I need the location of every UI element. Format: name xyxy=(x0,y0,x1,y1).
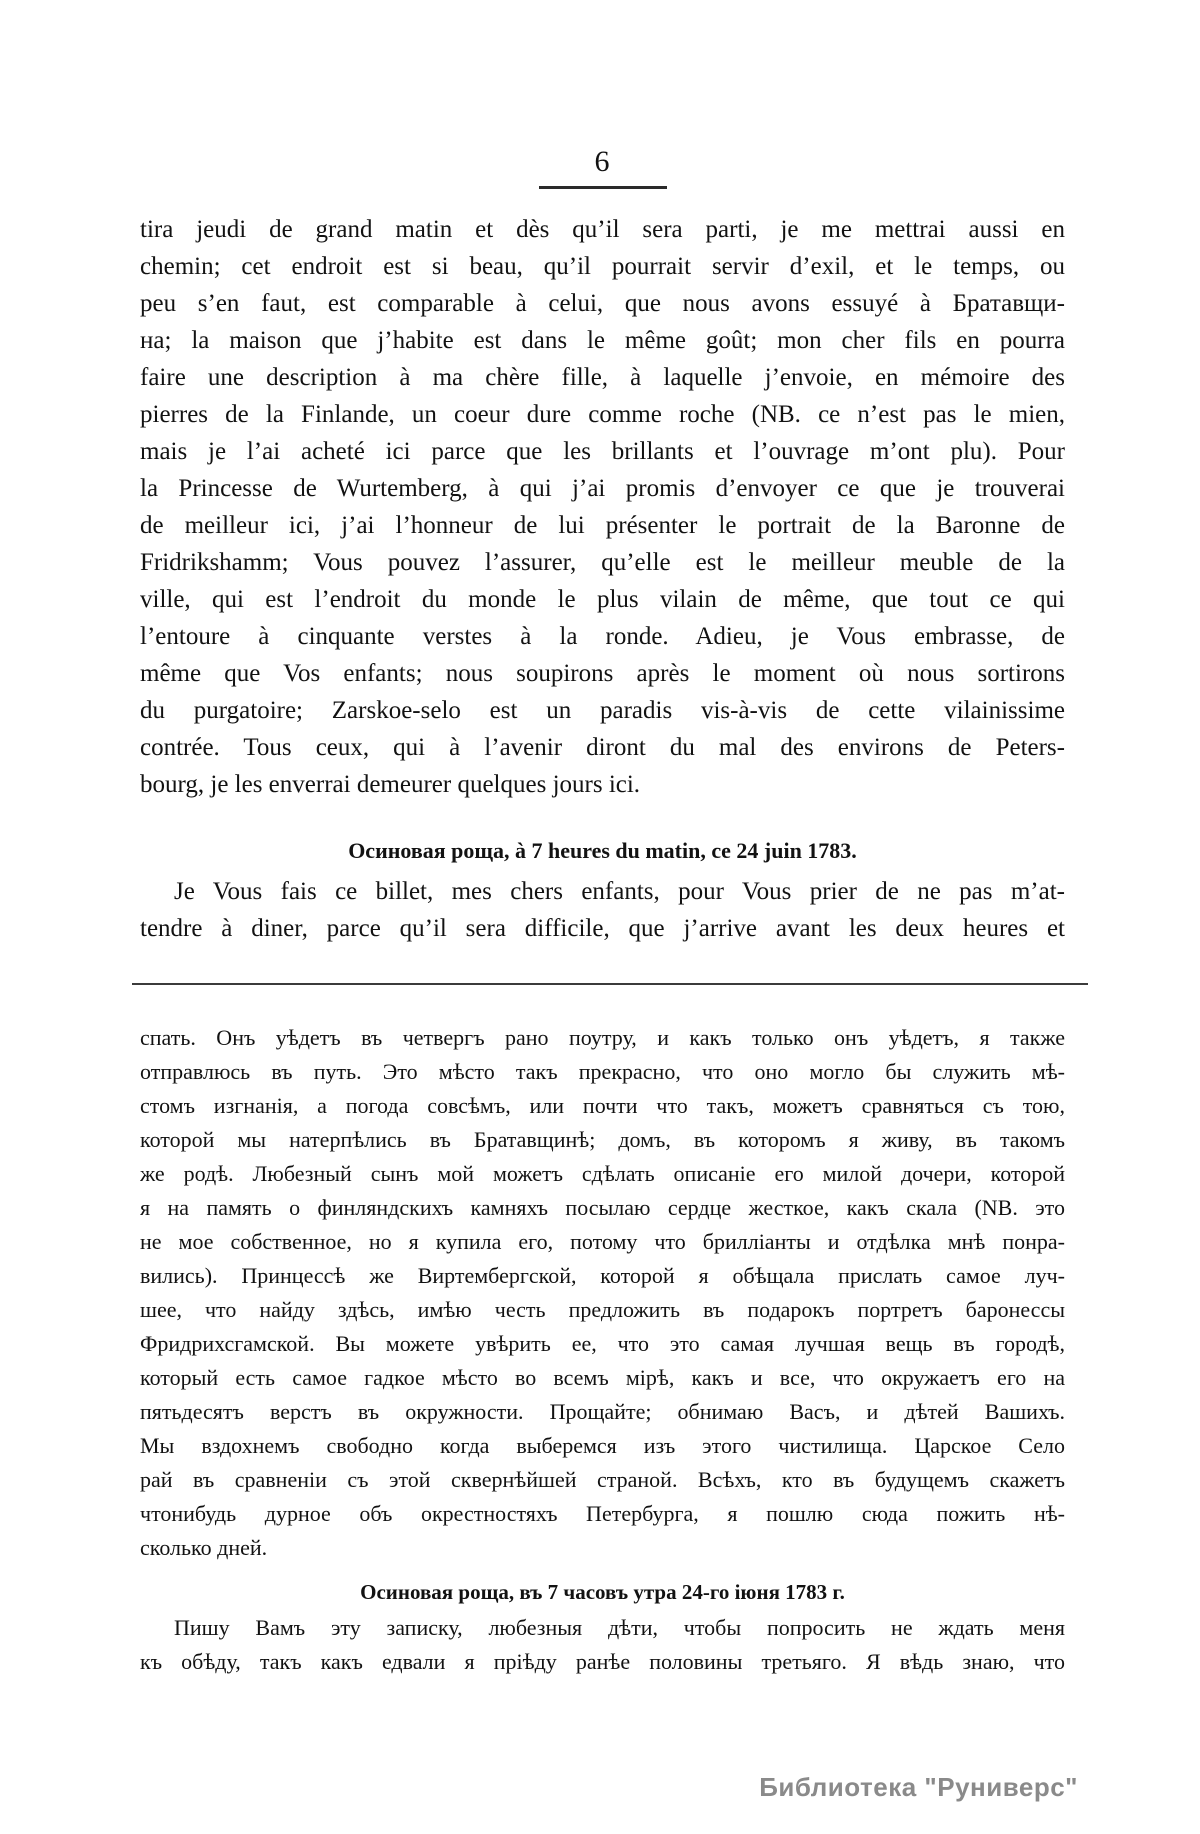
text-line: pierres de la Finlande, un coeur dure comme roche (NB. ce n’est pas le mien, xyxy=(140,401,1065,428)
text-line: чтонибудь дурное объ окрестностяхъ Петербурга, я пошлю сюда пожить нѣ- xyxy=(140,1501,1065,1526)
text-line: de meilleur ici, j’ai l’honneur de lui présenter le portrait de la Baronne de xyxy=(140,512,1065,539)
text-line: ville, qui est l’endroit du monde le plus vilain de même, que tout ce qui xyxy=(140,586,1065,613)
text-line: который есть самое гадкое мѣсто во всемъ мірѣ, какъ и все, что окружаетъ его на xyxy=(140,1365,1065,1390)
text-line: на; la maison que j’habite est dans le même goût; mon cher fils en pourra xyxy=(140,327,1065,354)
text-line: bourg, je les enverrai demeurer quelques jours ici. xyxy=(140,771,641,798)
text-block xyxy=(140,146,1065,1679)
library-watermark: Библиотека "Руниверс" xyxy=(759,1772,1078,1802)
text-line: tira jeudi de grand matin et dès qu’il sera parti, je me mettrai aussi en xyxy=(140,216,1065,243)
text-line: contrée. Tous ceux, qui à l’avenir diront du mal des environs de Peters- xyxy=(140,734,1065,761)
text-line: Пишу Вамъ эту записку, любезныя дѣти, чтобы попросить не ждать меня xyxy=(174,1615,1065,1640)
text-line: peu s’en faut, est comparable à celui, que nous avons essuyé à Братавщи- xyxy=(140,290,1065,317)
text-line: рай въ сравненіи съ этой сквернѣйшей страной. Всѣхъ, кто въ будущемъ скажетъ xyxy=(140,1467,1065,1492)
text-line: стомъ изгнанія, а погода совсѣмъ, или почти что такъ, можетъ сравняться съ тою, xyxy=(140,1093,1065,1118)
text-line: не мое собственное, но я купила его, потому что брилліанты и отдѣлка мнѣ понра- xyxy=(140,1229,1065,1254)
text-line: пятьдесятъ верстъ въ окружности. Прощайте; обнимаю Васъ, и дѣтей Вашихъ. xyxy=(140,1399,1065,1424)
french-dateline: Осиновая роща, à 7 heures du matin, ce 24 juin 1783. xyxy=(348,838,857,863)
text-line: la Princesse de Wurtemberg, à qui j’ai promis d’envoyer ce que je trouverai xyxy=(140,475,1065,502)
russian-paragraph-2 xyxy=(140,1611,1065,1679)
section-divider-rule xyxy=(132,983,1088,985)
text-line: du purgatoire; Zarskoe-selo est un paradis vis-à-vis de cette vilainissime xyxy=(140,697,1065,724)
text-line: l’entoure à cinquante verstes à la ronde. Adieu, je Vous embrasse, de xyxy=(140,623,1065,650)
russian-dateline: Осиновая роща, въ 7 часовъ утра 24-го іюня 1783 г. xyxy=(360,1580,845,1604)
french-paragraph-1 xyxy=(140,211,1065,803)
text-line: вились). Принцессѣ же Виртембергской, которой я обѣщала прислать самое луч- xyxy=(140,1263,1065,1288)
text-line: faire une description à ma chère fille, à laquelle j’envoie, en mémoire des xyxy=(140,364,1065,391)
russian-paragraph-1 xyxy=(140,1021,1065,1565)
text-line: Мы вздохнемъ свободно когда выберемся изъ этого чистилища. Царское Село xyxy=(140,1433,1065,1458)
text-line: я на память о финляндскихъ камняхъ посылаю сердце жесткое, какъ скала (NB. это xyxy=(140,1195,1065,1220)
page-number-rule xyxy=(539,186,667,189)
text-line: шее, что найду здѣсь, имѣю честь предложить въ подарокъ портретъ баронессы xyxy=(140,1297,1065,1322)
text-line: же родѣ. Любезный сынъ мой можетъ сдѣлать описаніе его милой дочери, которой xyxy=(140,1161,1065,1186)
page-number: 6 xyxy=(594,145,611,178)
text-line: Фридрихсгамской. Вы можете увѣрить ее, что это самая лучшая вещь въ городѣ, xyxy=(140,1331,1065,1356)
french-paragraph-2 xyxy=(140,873,1065,947)
text-line: къ обѣду, такъ какъ едвали я пріѣду ранѣе половины третьяго. Я вѣдь знаю, что xyxy=(140,1649,1065,1674)
text-line: même que Vos enfants; nous soupirons après le moment où nous sortirons xyxy=(140,660,1065,687)
text-line: Fridrikshamm; Vous pouvez l’assurer, qu’elle est le meilleur meuble de la xyxy=(140,549,1065,576)
text-line: отправлюсь въ путь. Это мѣсто такъ прекрасно, что оно могло бы служить мѣ- xyxy=(140,1059,1065,1084)
text-line: сколько дней. xyxy=(140,1535,268,1560)
text-line: chemin; cet endroit est si beau, qu’il pourrait servir d’exil, et le temps, ou xyxy=(140,253,1065,280)
text-line: которой мы натерпѣлись въ Братавщинѣ; домъ, въ которомъ я живу, въ такомъ xyxy=(140,1127,1065,1152)
text-line: спать. Онъ уѣдетъ въ четвергъ рано поутру, и какъ только онъ уѣдетъ, я также xyxy=(140,1025,1065,1050)
text-line: tendre à diner, parce qu’il sera difficile, que j’arrive avant les deux heures et xyxy=(140,915,1065,942)
text-line: mais je l’ai acheté ici parce que les brillants et l’ouvrage m’ont plu). Pour xyxy=(140,438,1065,465)
text-line: Je Vous fais ce billet, mes chers enfants, pour Vous prier de ne pas m’at- xyxy=(174,878,1065,905)
